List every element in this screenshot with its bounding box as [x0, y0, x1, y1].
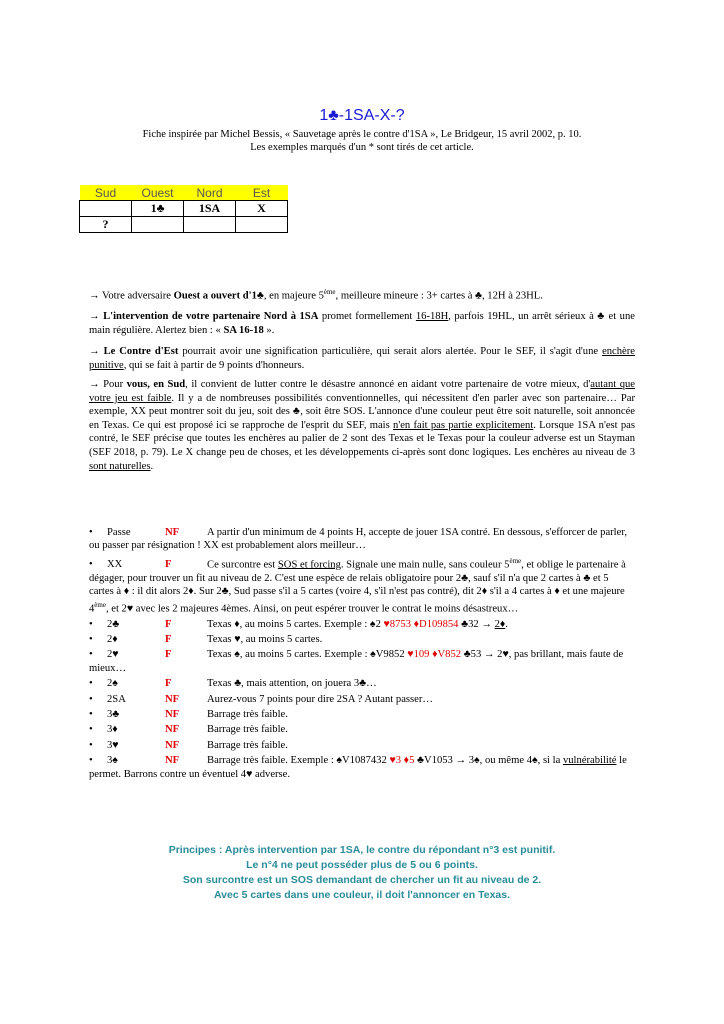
bidding-row	[80, 201, 288, 217]
responses-list	[89, 526, 635, 783]
list-item: • 3♥ NF Barrage très faible.	[89, 739, 288, 751]
paragraph-opening: → Votre adversaire Ouest a ouvert d'1♣, en majeure 5ème, meilleure mineure : 3+ cartes à ♣, 12H à 23HL.	[89, 288, 543, 302]
page-title: 1♣-1SA-X-?	[319, 107, 405, 124]
list-item: • XX F Ce surcontre est SOS et forcing. Signale une main nulle, sans couleur 5ème, et oblige le partenaire à dégager, pour trouver un fit au niveau de 2. C'est une espèce de relais obligatoire pour 2♣, sauf s'il n'a que 2 cartes à ♣ et 5 cartes à ♦ : il dit alors 2♦. Sur 2♣, Sud passe s'il a 5 cartes (voire 4, s'il n'est pas contré), dit 2♦ s'il a 4 cartes à ♦ et une majeure 4ème, et 2♥ avec les 2 majeures 4èmes. Ainsi, on peut espérer trouver le contrat le moins désastreux…	[89, 556, 626, 615]
bid-cell: ?	[80, 217, 132, 233]
bidding-row	[80, 217, 288, 233]
principle-line: Avec 5 cartes dans une couleur, il doit l'annoncer en Texas.	[213, 889, 510, 901]
bid-cell	[236, 217, 288, 233]
bidding-header-row	[80, 185, 288, 201]
bid-cell	[80, 201, 132, 217]
bid-cell: 1♣	[132, 201, 184, 217]
principle-line: Son surcontre est un SOS demandant de chercher un fit au niveau de 2.	[182, 874, 542, 886]
list-item: • 2♦ F Texas ♥, au moins 5 cartes.	[89, 633, 323, 645]
subtitle-line-2: Les exemples marqués d'un * sont tirés de cet article.	[250, 142, 474, 153]
subtitle	[0, 128, 724, 154]
bid-cell: X	[236, 201, 288, 217]
paragraph-intervention: → L'intervention de votre partenaire Nord à 1SA promet formellement 16-18H, parfois 19HL, un arrêt sérieux à ♣ et une main régulière. Alertez bien : « SA 16-18 ».	[89, 311, 635, 336]
list-item: • 3♣ NF Barrage très faible.	[89, 708, 288, 720]
principle-line: Principes : Après intervention par 1SA, le contre du répondant n°3 est punitif.	[168, 844, 556, 856]
list-item: • 2♥ F Texas ♠, au moins 5 cartes. Exemple : ♠V9852 ♥109 ♦V852 ♣53 → 2♥, pas brillant, mais faute de mieux…	[89, 649, 624, 674]
list-item: • 3♦ NF Barrage très faible.	[89, 724, 288, 736]
bid-cell	[184, 217, 236, 233]
list-item: • Passe NF A partir d'un minimum de 4 points H, accepte de jouer 1SA contré. En dessous, s'efforcer de parler, ou passer par résignation ! XX est probablement alors meilleur…	[89, 527, 628, 552]
bidding-table	[79, 185, 288, 233]
bid-cell: 1SA	[184, 201, 236, 217]
principles-box	[0, 843, 724, 903]
bid-cell	[132, 217, 184, 233]
header-est: Est	[236, 185, 288, 201]
list-item: • 2SA NF Aurez-vous 7 points pour dire 2SA ? Autant passer…	[89, 693, 433, 705]
header-ouest: Ouest	[132, 185, 184, 201]
principle-line: Le n°4 ne peut posséder plus de 5 ou 6 points.	[246, 859, 478, 871]
list-item: • 3♠ NF Barrage très faible. Exemple : ♠V1087432 ♥3 ♦5 ♣V1053 → 3♠, ou même 4♠, si la vulnérabilité le permet. Barrons contre un éventuel 4♥ adverse.	[89, 755, 627, 780]
header-sud: Sud	[80, 185, 132, 201]
list-item: • 2♠ F Texas ♣, mais attention, on jouera 3♣…	[89, 678, 377, 690]
paragraph-contre-est: → Le Contre d'Est pourrait avoir une signification particulière, qui serait alors alertée. Pour le SEF, il s'agit d'une enchère punitive, qui se fait à partir de 9 points d'honneurs.	[89, 346, 635, 371]
header-nord: Nord	[184, 185, 236, 201]
list-item: • 2♣ F Texas ♦, au moins 5 cartes. Exemple : ♠2 ♥8753 ♦D109854 ♣32 → 2♦.	[89, 618, 508, 630]
paragraph-sud: → Pour vous, en Sud, il convient de lutter contre le désastre annoncé en aidant votre partenaire de votre mieux, d'autant que votre jeu est faible. Il y a de nombreuses possibilités conventionnelles, qui nécessitent d'en parler avec son partenaire… Par exemple, XX peut montrer soit du jeu, soit des ♣, soit être SOS. L'annonce d'une couleur peut être soit naturelle, soit annoncée en Texas. Ce qui est proposé ici se rapproche de l'esprit du SEF, mais n'en fait pas partie explicitement. Lorsque 1SA n'est pas contré, le SEF précise que toutes les enchères au palier de 2 sont des Texas et le Texas pour la couleur adverse est un Stayman (SEF 2018, p. 79). Le X change peu de choses, et les développements ci-après sont donc logiques. Les enchères au niveau de 3 sont naturelles.	[89, 379, 636, 472]
subtitle-line-1: Fiche inspirée par Michel Bessis, « Sauvetage après le contre d'1SA », Le Bridgeur, 15 avril 2002, p. 10.	[142, 129, 582, 140]
